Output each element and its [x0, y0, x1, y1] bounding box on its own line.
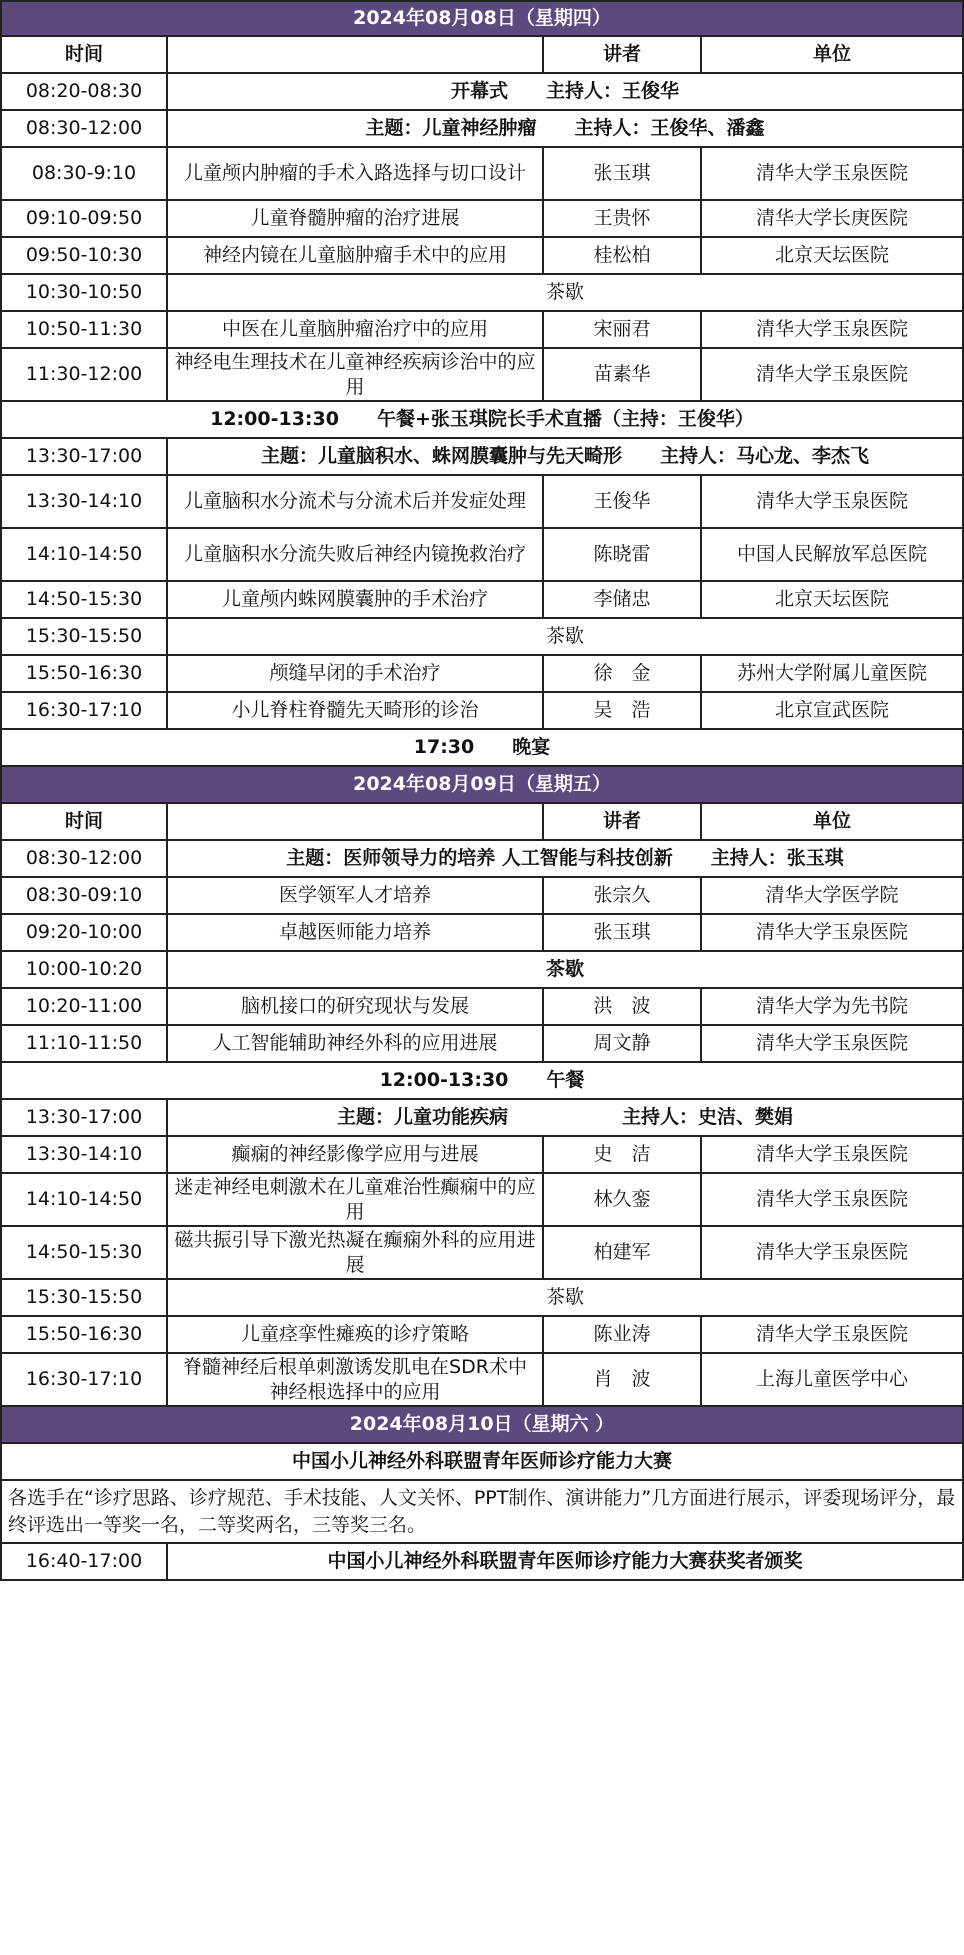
time-cell: 13:30-17:00	[2, 439, 168, 474]
time-cell: 16:40-17:00	[2, 1544, 168, 1579]
col-header-speaker: 讲者	[544, 37, 702, 72]
unit-cell: 清华大学医学院	[765, 884, 899, 906]
session-row	[0, 1544, 964, 1581]
speaker-cell: 王贵怀	[544, 201, 702, 236]
table-row	[0, 1317, 964, 1354]
topic-cell: 儿童颅内蛛网膜囊肿的手术治疗	[168, 582, 544, 617]
topic-cell: 儿童脑积水分流术与分流术后并发症处理	[168, 476, 544, 527]
session-row	[0, 619, 964, 656]
event-title: 12:00-13:30 午餐	[379, 1069, 585, 1091]
unit-cell: 清华大学玉泉医院	[755, 1323, 908, 1345]
table-row	[0, 878, 964, 915]
session-title: 茶歇	[545, 625, 584, 647]
table-row	[0, 529, 964, 582]
time-cell: 15:30-15:50	[2, 1280, 168, 1315]
table-row	[0, 476, 964, 529]
unit-cell: 北京宣武医院	[774, 699, 889, 721]
unit-cell: 清华大学玉泉医院	[755, 318, 908, 340]
speaker-cell: 吴 浩	[544, 693, 702, 728]
event-title: 中国小儿神经外科联盟青年医师诊疗能力大赛	[291, 1450, 672, 1472]
topic-cell: 人工智能辅助神经外科的应用进展	[168, 1026, 544, 1061]
topic-cell: 神经内镜在儿童脑肿瘤手术中的应用	[168, 238, 544, 273]
unit-cell: 北京天坛医院	[774, 588, 889, 610]
col-header-unit: 单位	[812, 43, 851, 65]
session-row	[0, 275, 964, 312]
time-cell: 08:30-09:10	[2, 878, 168, 913]
speaker-cell: 宋丽君	[544, 312, 702, 347]
full-width-row	[0, 402, 964, 439]
day-header	[0, 767, 964, 804]
col-header-time: 时间	[2, 37, 168, 72]
table-row	[0, 148, 964, 201]
topic-cell: 脑机接口的研究现状与发展	[168, 989, 544, 1024]
table-row	[0, 693, 964, 730]
time-cell: 09:50-10:30	[2, 238, 168, 273]
table-row	[0, 582, 964, 619]
speaker-cell: 洪 波	[544, 989, 702, 1024]
topic-cell: 磁共振引导下激光热凝在癫痫外科的应用进展	[168, 1227, 544, 1278]
table-row	[0, 656, 964, 693]
unit-cell: 北京天坛医院	[774, 244, 889, 266]
speaker-cell: 肖 波	[544, 1354, 702, 1405]
table-row	[0, 1174, 964, 1227]
session-row	[0, 841, 964, 878]
description-text: 各选手在“诊疗思路、诊疗规范、手术技能、人文关怀、PPT制作、演讲能力”几方面进行展示，评委现场评分，最终评选出一等奖一名，二等奖两名，三等奖三名。	[8, 1486, 956, 1536]
unit-cell: 清华大学玉泉医院	[755, 1032, 908, 1054]
topic-cell: 中医在儿童脑肿瘤治疗中的应用	[168, 312, 544, 347]
topic-cell: 神经电生理技术在儿童神经疾病诊治中的应用	[168, 349, 544, 400]
speaker-cell: 张玉琪	[544, 915, 702, 950]
col-header-speaker: 讲者	[544, 804, 702, 839]
time-cell: 10:20-11:00	[2, 989, 168, 1024]
time-cell: 13:30-17:00	[2, 1100, 168, 1135]
column-header-row	[0, 37, 964, 74]
time-cell: 10:50-11:30	[2, 312, 168, 347]
time-cell: 13:30-14:10	[2, 476, 168, 527]
topic-cell: 儿童痉挛性瘫痪的诊疗策略	[168, 1317, 544, 1352]
unit-cell: 清华大学玉泉医院	[755, 1188, 908, 1210]
speaker-cell: 史 洁	[544, 1137, 702, 1172]
unit-cell: 清华大学玉泉医院	[755, 1241, 908, 1263]
speaker-cell: 张玉琪	[544, 148, 702, 199]
time-cell: 15:50-16:30	[2, 1317, 168, 1352]
session-title: 主题：儿童脑积水、蛛网膜囊肿与先天畸形 主持人：马心龙、李杰飞	[260, 445, 869, 467]
time-cell: 14:10-14:50	[2, 1174, 168, 1225]
speaker-cell: 柏建军	[544, 1227, 702, 1278]
speaker-cell: 周文静	[544, 1026, 702, 1061]
session-title: 中国小儿神经外科联盟青年医师诊疗能力大赛获奖者颁奖	[327, 1550, 803, 1572]
session-row	[0, 1280, 964, 1317]
time-cell: 16:30-17:10	[2, 693, 168, 728]
column-header-row	[0, 804, 964, 841]
session-title: 开幕式 主持人：王俊华	[450, 80, 679, 102]
col-header-unit: 单位	[812, 810, 851, 832]
speaker-cell: 李储忠	[544, 582, 702, 617]
unit-cell: 清华大学为先书院	[755, 995, 908, 1017]
table-row	[0, 238, 964, 275]
table-row	[0, 1137, 964, 1174]
unit-cell: 清华大学长庚医院	[755, 207, 908, 229]
table-row	[0, 1354, 964, 1407]
unit-cell: 中国人民解放军总医院	[736, 543, 927, 565]
full-width-row	[0, 730, 964, 767]
speaker-cell: 陈晓雷	[544, 529, 702, 580]
topic-cell: 医学领军人才培养	[168, 878, 544, 913]
speaker-cell: 陈业涛	[544, 1317, 702, 1352]
time-cell: 14:10-14:50	[2, 529, 168, 580]
time-cell: 16:30-17:10	[2, 1354, 168, 1405]
session-row	[0, 1100, 964, 1137]
speaker-cell: 桂松柏	[544, 238, 702, 273]
full-width-row	[0, 1444, 964, 1481]
time-cell: 08:20-08:30	[2, 74, 168, 109]
session-title: 主题：儿童功能疾病 主持人：史洁、樊娟	[336, 1106, 793, 1128]
session-row	[0, 74, 964, 111]
event-title: 17:30 晚宴	[413, 736, 551, 758]
time-cell: 11:30-12:00	[2, 349, 168, 400]
time-cell: 09:20-10:00	[2, 915, 168, 950]
topic-cell: 小儿脊柱脊髓先天畸形的诊治	[168, 693, 544, 728]
topic-cell: 癫痫的神经影像学应用与进展	[168, 1137, 544, 1172]
unit-cell: 清华大学玉泉医院	[755, 1143, 908, 1165]
time-cell: 14:50-15:30	[2, 1227, 168, 1278]
col-header-topic	[168, 804, 544, 839]
unit-cell: 清华大学玉泉医院	[755, 490, 908, 512]
session-title: 茶歇	[545, 958, 584, 980]
time-cell: 14:50-15:30	[2, 582, 168, 617]
topic-cell: 儿童脊髓肿瘤的治疗进展	[168, 201, 544, 236]
unit-cell: 上海儿童医学中心	[755, 1368, 908, 1390]
time-cell: 08:30-12:00	[2, 841, 168, 876]
time-cell: 08:30-12:00	[2, 111, 168, 146]
table-row	[0, 989, 964, 1026]
time-cell: 08:30-9:10	[2, 148, 168, 199]
col-header-time: 时间	[2, 804, 168, 839]
time-cell: 13:30-14:10	[2, 1137, 168, 1172]
topic-cell: 卓越医师能力培养	[168, 915, 544, 950]
time-cell: 11:10-11:50	[2, 1026, 168, 1061]
day-header	[0, 1407, 964, 1444]
col-header-topic	[168, 37, 544, 72]
speaker-cell: 张宗久	[544, 878, 702, 913]
session-row	[0, 111, 964, 148]
day-title: 2024年08月10日（星期六 ）	[2, 1407, 962, 1442]
speaker-cell: 林久銮	[544, 1174, 702, 1225]
topic-cell: 儿童颅内肿瘤的手术入路选择与切口设计	[168, 148, 544, 199]
table-row	[0, 1026, 964, 1063]
session-title: 茶歇	[545, 1286, 584, 1308]
time-cell: 10:00-10:20	[2, 952, 168, 987]
speaker-cell: 徐 金	[544, 656, 702, 691]
session-title: 茶歇	[545, 281, 584, 303]
unit-cell: 清华大学玉泉医院	[755, 921, 908, 943]
topic-cell: 迷走神经电刺激术在儿童难治性癫痫中的应用	[168, 1174, 544, 1225]
table-row	[0, 1227, 964, 1280]
session-title: 主题：儿童神经肿瘤 主持人：王俊华、潘鑫	[365, 117, 765, 139]
description-row	[0, 1481, 964, 1544]
speaker-cell: 苗素华	[544, 349, 702, 400]
time-cell: 15:30-15:50	[2, 619, 168, 654]
session-row	[0, 952, 964, 989]
time-cell: 10:30-10:50	[2, 275, 168, 310]
event-title: 12:00-13:30 午餐+张玉琪院长手术直播（主持：王俊华）	[210, 408, 754, 430]
day-header	[0, 0, 964, 37]
full-width-row	[0, 1063, 964, 1100]
speaker-cell: 王俊华	[544, 476, 702, 527]
topic-cell: 颅缝早闭的手术治疗	[168, 656, 544, 691]
topic-cell: 儿童脑积水分流失败后神经内镜挽救治疗	[168, 529, 544, 580]
session-row	[0, 439, 964, 476]
unit-cell: 苏州大学附属儿童医院	[736, 662, 927, 684]
time-cell: 15:50-16:30	[2, 656, 168, 691]
table-row	[0, 349, 964, 402]
time-cell: 09:10-09:50	[2, 201, 168, 236]
table-row	[0, 201, 964, 238]
topic-cell: 脊髓神经后根单刺激诱发肌电在SDR术中神经根选择中的应用	[168, 1354, 544, 1405]
unit-cell: 清华大学玉泉医院	[755, 162, 908, 184]
unit-cell: 清华大学玉泉医院	[755, 363, 908, 385]
session-title: 主题：医师领导力的培养 人工智能与科技创新 主持人：张玉琪	[286, 847, 844, 869]
day-title: 2024年08月09日（星期五）	[2, 767, 962, 802]
table-row	[0, 915, 964, 952]
table-row	[0, 312, 964, 349]
day-title: 2024年08月08日（星期四）	[2, 2, 962, 35]
